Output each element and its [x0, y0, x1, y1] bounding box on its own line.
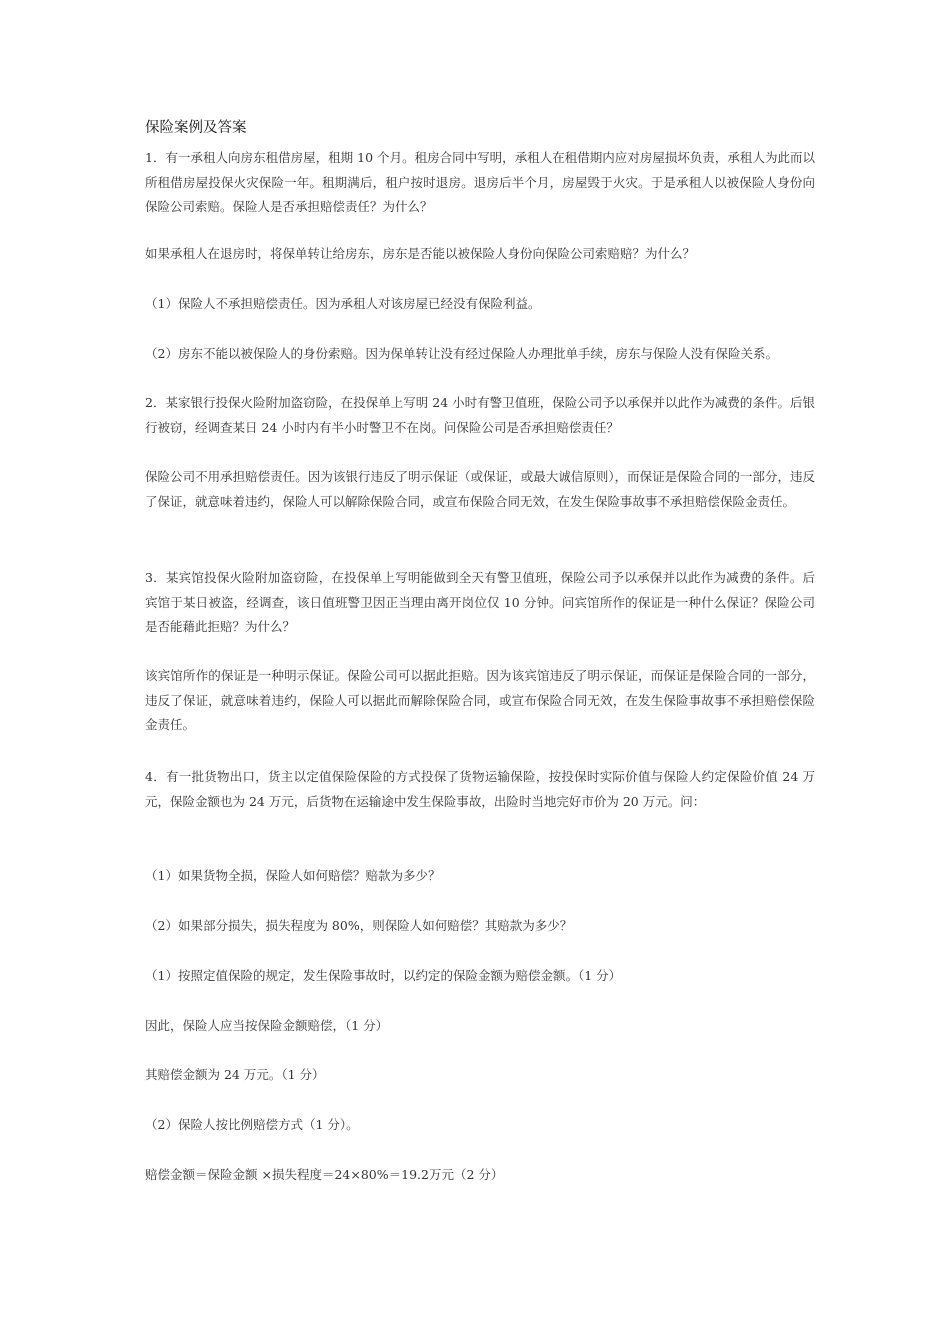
q4-answer-5: 赔偿金额＝保险金额 ×损失程度＝24×80%＝19.2万元（2 分）: [145, 1167, 504, 1182]
q4-subquestion-2: （2）如果部分损失，损失程度为 80%，则保险人如何赔偿？其赔款为多少？: [145, 918, 573, 933]
q1-answer-1: （1）保险人不承担赔偿责任。因为承租人对该房屋已经没有保险利益。: [145, 296, 541, 311]
q3-answer: 该宾馆所作的保证是一种明示保证。保险公司可以据此拒赔。因为该宾馆违反了明示保证，而保证是保险合同的一部分，违反了保证，就意味着违约，保险人可以据此而解除保险合同，或宣布保险合同无效，在发生保险事故事不承担赔偿保险金责任。: [145, 668, 815, 732]
q4-answer-2: 因此，保险人应当按保险金额赔偿，（1 分）: [145, 1018, 389, 1033]
q2-answer: 保险公司不用承担赔偿责任。因为该银行违反了明示保证（或保证，或最大诚信原则），而保证是保险合同的一部分，违反了保证，就意味着违约，保险人可以解除保险合同，或宣布保险合同无效，在发生保险事故事不承担赔偿保险金责任。: [145, 469, 815, 509]
q1-question: 1．有一承租人向房东租借房屋，租期 10 个月。租房合同中写明，承租人在租借期内应对房屋损坏负责，承租人为此而以所租借房屋投保火灾保险一年。租期满后，租户按时退房。退房后半个月，房屋毁于火灾。于是承租人以被保险人身份向保险公司索赔。保险人是否承担赔偿责任？为什么？: [145, 150, 815, 214]
q4-answer-4: （2）保险人按比例赔偿方式（1 分）。: [145, 1117, 359, 1132]
document-title: 保险案例及答案: [145, 120, 247, 136]
q3-question: 3．某宾馆投保火险附加盗窃险，在投保单上写明能做到全天有警卫值班，保险公司予以承保并以此作为减费的条件。后宾馆于某日被盗，经调查，该日值班警卫因正当理由离开岗位仅 10 分钟。问宾馆所作的保证是一种什么保证？保险公司是否能藉此拒赔？为什么？: [145, 570, 815, 634]
q4-answer-3: 其赔偿金额为 24 万元。（1 分）: [145, 1067, 325, 1082]
q4-question: 4．有一批货物出口，货主以定值保险保险的方式投保了货物运输保险，按投保时实际价值与保险人约定保险价值 24 万元，保险金额也为 24 万元，后货物在运输途中发生保险事故，出险时当地完好市价为 20 万元。问：: [145, 769, 815, 809]
q4-answer-1: （1）按照定值保险的规定，发生保险事故时，以约定的保险金额为赔偿金额。（1 分）: [145, 968, 622, 983]
q1-followup: 如果承租人在退房时，将保单转让给房东，房东是否能以被保险人身份向保险公司索赔赔？为什么？: [145, 246, 696, 261]
q2-question: 2．某家银行投保火险附加盗窃险，在投保单上写明 24 小时有警卫值班，保险公司予以承保并以此作为减费的条件。后银行被窃，经调查某日 24 小时内有半小时警卫不在岗。问保险公司是否承担赔偿责任？: [145, 395, 815, 435]
q4-subquestion-1: （1）如果货物全损，保险人如何赔偿？赔款为多少？: [145, 868, 441, 883]
q1-answer-2: （2）房东不能以被保险人的身份索赔。因为保单转让没有经过保险人办理批单手续，房东与保险人没有保险关系。: [145, 346, 778, 361]
